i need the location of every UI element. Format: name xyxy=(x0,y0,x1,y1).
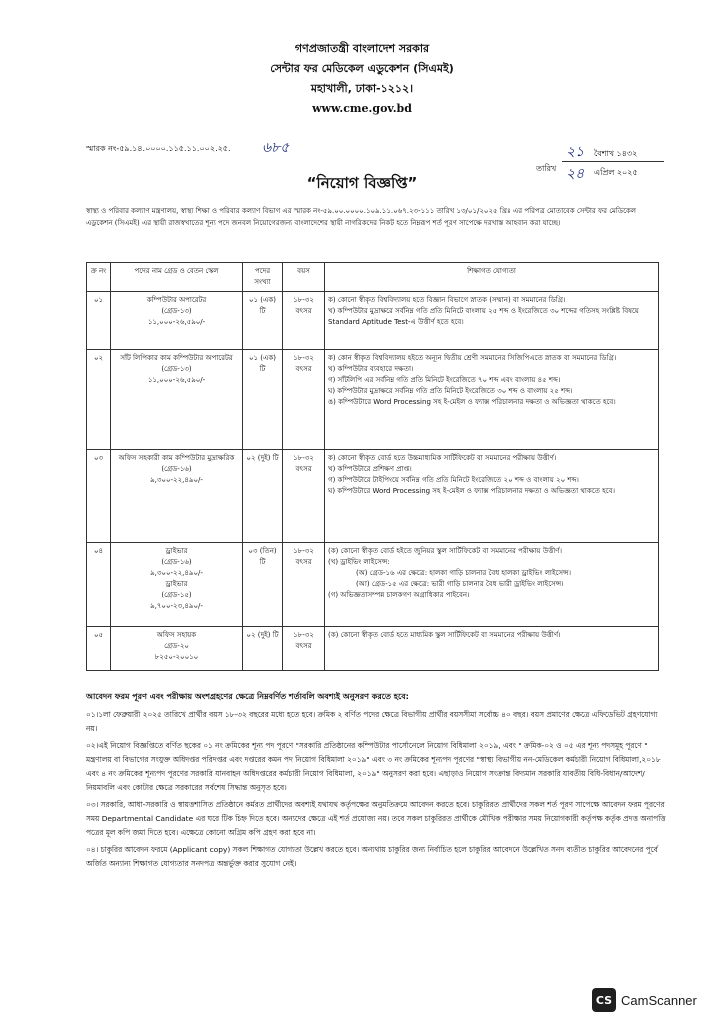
row-count: ০৩ (তিন) টি xyxy=(243,543,283,627)
table-row xyxy=(87,292,659,350)
date-english: এপ্রিল ২০২৫ xyxy=(594,168,638,177)
col-post: পদের নাম গ্রেড ও বেতন স্কেল xyxy=(111,263,243,292)
row-count: ০২ (দুই) টি xyxy=(243,627,283,671)
gov-title: গণপ্রজাতন্ত্রী বাংলাদেশ সরকার xyxy=(294,42,430,55)
post-grade: (গ্রেড-১৩) xyxy=(161,307,192,315)
row-count: ০১ (এক) টি xyxy=(243,292,283,350)
intro-paragraph: স্বাস্থ্য ও পরিবার কল্যাণ মন্ত্রণালয়, স্বাস্থ্য শিক্ষা ও পরিবার কল্যাণ বিভাগ এর স্মারক নং-৫৯.০০.০০০০.১০৯.১১.০৬৭.২৩-১১১ তারিখ ১৩/০১/২০২৫ খ্রিঃ এর পরিপত্র মোতাবেক সেন্টার ফর মেডিকেল এডুকেশন (সিএমই) এর স্থায়ী রাজস্বখাতের শূন্য পদে জনবল নিয়োগেরজন্য বাংলাদেশের স্থায়ী নাগরিকদের নিকট হতে নিম্নরূপ শর্ত পূরণ সাপেক্ষে দরখাস্ত আহবান করা যাচ্ছে। xyxy=(86,207,637,227)
row-post xyxy=(111,450,243,543)
col-count: পদের সংখ্যা xyxy=(243,263,283,292)
table-row xyxy=(87,543,659,627)
post-scale: ৯,৩০০-২২,৪৯০/- xyxy=(150,569,203,577)
condition-item: ০২।এই নিয়োগ বিজ্ঞপ্তিতে বর্ণিত ছকের ০১ নং ক্রমিকের শূন্য পদ পূরণে "সরকারি প্রতিষ্ঠানের কম্পিউটার পার্সোনেলে নিয়োগ বিধিমালা ২০১৯, এবং " ক্রমিক-০২ ও ০৫ এর শূন্য পদসমূহ পূরণে " মন্ত্রণালয় বা বিভাগের সংযুক্ত অধিদপ্তর পরিদপ্তর এবং দপ্তরের কমন পদ নিয়োগ বিধিমালা ২০১৯" এবং ৩ নং ক্রমিকের শূন্যপদ পূরণের "স্বাস্থ্য বিভাগীয় নন-মেডিকেল কর্মচারী নিয়োগ বিধিমালা,২০১৮ এবং ৪ নং ক্রমিকের শূন্যপদ পূরণের সরকারি যানবাহন অধিদপ্তরের কর্মচারী নিয়োগ বিধিমালা, ২০১৯" অনুসরণ করা হবে। এছাড়াও নিয়োগ সংক্রান্ত বিদ্যমান সরকারি যাবতীয় বিধি-বিধান/আদেশ/নিয়মাবলি এবং কোটার ক্ষেত্রে সরকারের সর্বশেষ সিদ্ধান্ত অনুসৃত হবে। xyxy=(86,741,661,792)
row-count: ০২ (দুই) টি xyxy=(243,450,283,543)
org-address: মহাখালী, ঢাকা-১২১২। xyxy=(310,82,414,95)
post-scale-2: ৯,৭০০-২৩,৪৯০/- xyxy=(150,602,203,610)
row-post xyxy=(111,627,243,671)
row-age: ১৮-৩২ বৎসর xyxy=(283,543,325,627)
org-name: সেন্টার ফর মেডিকেল এডুকেশন (সিএমই) xyxy=(270,62,454,75)
row-post xyxy=(111,292,243,350)
qualification-item: খ) কম্পিউটার ব্যবহারে দক্ষতা। xyxy=(328,365,414,373)
application-conditions xyxy=(86,690,666,874)
org-website: www.cme.gov.bd xyxy=(312,102,412,115)
row-serial: ০১ xyxy=(87,292,111,350)
post-scale: ১১,০০০-২৬,৫৯০/- xyxy=(147,318,206,326)
qualification-item: ঘ) কম্পিউটার মুদ্রাক্ষরে সর্বনিম্ন গতি প্রতি মিনিটে ইংরেজিতে ৩০ শব্দ ও বাংলায় ২৫ শব্দ। xyxy=(328,387,573,395)
camscanner-watermark xyxy=(592,988,697,1012)
post-scale: ৮২৫০-২০০১০ xyxy=(154,653,199,661)
date-en-handwritten: ২৪ xyxy=(566,166,585,182)
row-count: ০১ (এক) টি xyxy=(243,350,283,450)
post-name: ড্রাইভার xyxy=(165,547,188,555)
memo-ref-handwritten: ৬৮৫ xyxy=(262,140,290,156)
post-grade: (গ্রেড-১৬) xyxy=(161,558,192,566)
row-post xyxy=(111,350,243,450)
post-name: অফিস সহায়ক xyxy=(156,631,197,639)
post-grade: (গ্রেড-১৩) xyxy=(161,365,192,373)
row-serial: ০৪ xyxy=(87,543,111,627)
qualification-item: ক) কোন স্বীকৃত বিশ্ববিদ্যালয় হইতে অন্যূন দ্বিতীয় শ্রেণী সমমানের সিজিপিএতে স্নাতক বা সমমানের ডিগ্রি। xyxy=(328,354,617,362)
row-qualifications xyxy=(325,627,659,671)
row-post xyxy=(111,543,243,627)
qualification-item: ঘ) কম্পিউটারে Word Processing সহ ই-মেইল ও ফ্যাক্স পরিচালনার দক্ষতা ও অভিজ্ঞতা থাকতে হবে। xyxy=(328,487,615,495)
qualification-item: খ) কম্পিউটারে প্রশিক্ষণ প্রাপ্ত। xyxy=(328,465,412,473)
memo-ref xyxy=(86,143,231,156)
row-serial: ০৫ xyxy=(87,627,111,671)
post-grade: (গ্রেড-১৬) xyxy=(161,465,192,473)
condition-item: ০১।১লা ফেব্রুয়ারী ২০২৫ তারিখে প্রার্থীর বয়স ১৮-৩২ বছরের মধ্যে হতে হবে। ক্রমিক ২ বর্ণিত পদের ক্ষেত্রে বিভাগীয় প্রার্থীর বয়সসীমা সর্বোচ্চ ৪০ বছর। বয়স প্রমাণের ক্ষেত্রে এফিডেভিট গ্রহণযোগ্য নয়। xyxy=(86,710,658,733)
col-age: বয়স xyxy=(283,263,325,292)
post-scale: ১১,০০০-২৬,৫৯০/- xyxy=(147,376,206,384)
post-name: সাঁট লিপিকার কাম কম্পিউটার অপারেটর xyxy=(120,354,233,362)
table-header-row xyxy=(87,263,659,292)
row-age: ১৮-৩২ বৎসর xyxy=(283,292,325,350)
row-qualifications xyxy=(325,292,659,350)
row-qualifications xyxy=(325,543,659,627)
row-age: ১৮-৩২ বৎসর xyxy=(283,350,325,450)
post-scale: ৯,৩০০-২২,৪৯০/- xyxy=(150,476,203,484)
date-label: তারিখ xyxy=(536,164,557,173)
post-name: অফিস সহকারী কাম কম্পিউটার মুদ্রাক্ষরিক xyxy=(118,454,235,462)
table-row xyxy=(87,627,659,671)
qualification-item: (খ) ড্রাইভিং লাইসেন্স: xyxy=(328,558,390,566)
post-name: কম্পিউটার অপারেটর xyxy=(146,296,207,304)
qualification-item: ঙ) কম্পিউটারে Word Processing সহ ই-মেইল ও ফ্যাক্স পরিচালনার দক্ষতা ও অভিজ্ঞতা থাকতে হবে। xyxy=(328,398,616,406)
col-qualification: শিক্ষাগত যোগ্যতা xyxy=(325,263,659,292)
table-row xyxy=(87,350,659,450)
qualification-item: (ক) কোনো স্বীকৃত বোর্ড হইতে জুনিয়র স্কুল সার্টিফিকেট বা সমমানের পরীক্ষায় উত্তীর্ণ। xyxy=(328,547,562,555)
row-serial: ০৩ xyxy=(87,450,111,543)
post-name-2: ড্রাইভার xyxy=(165,580,188,588)
table-row xyxy=(87,450,659,543)
qualification-item: (গ) অভিজ্ঞতাসম্পন্ন চালকগণ অগ্রাধিকার পাইবেন। xyxy=(328,591,470,599)
camscanner-label: CamScanner xyxy=(621,992,697,1008)
qualification-item: খ) কম্পিউটার মুদ্রাক্ষরে সর্বনিম্ন গতি প্রতি মিনিটে বাংলায় ২৫ শব্দ ও ইংরেজিতে ৩০ শব্দের গতিসহ সংশ্লিষ্ট বিষয়ে Standard Aptitude Test-এ উত্তীর্ণ হতে হবে। xyxy=(328,307,639,326)
date-bn-handwritten: ২১ xyxy=(566,144,585,160)
date-bengali: বৈশাখ ১৪৩২ xyxy=(594,149,638,158)
condition-item: ০৪। চাকুরির আবেদন ফরমে (Applicant copy) সকল শিক্ষাগত যোগ্যতা উল্লেখ করতে হবে। অন্যথায় চাকুরির জন্য নির্বাচিত হলে চাকুরির আবেদনে উল্লেখিত সনদ ব্যতীত চাকুরির আবেদনের পূর্বে অর্জিত অন্যান্য শিক্ষাগত যোগ্যতার সনদপত্র অন্তর্ভুক্ত করার সুযোগ নেই। xyxy=(86,845,658,868)
qualification-item: ক) কোনো স্বীকৃত বোর্ড হতে উচ্চমাধ্যমিক সার্টিফিকেট বা সমমানের পরীক্ষায় উত্তীর্ণ। xyxy=(328,454,557,462)
qualification-subitem: (আ) গ্রেড-১৫ এর ক্ষেত্রে: ভারী গাড়ি চালনার বৈধ ভারী ড্রাইভিং লাইসেন্স। xyxy=(356,580,564,588)
conditions-heading: আবেদন ফরম পূরণ এবং পরীক্ষায় অংশগ্রহণের ক্ষেত্রে নিম্নবর্ণিত শর্তাবলি অবশ্যই অনুসরণ করতে হবে: xyxy=(86,692,409,701)
notice-title: “নিয়োগ বিজ্ঞপ্তি” xyxy=(306,174,418,192)
memo-ref-number: স্মারক নং-৫৯.১৪.০০০০.১১৫.১১.০০২.২৫. xyxy=(86,144,231,153)
row-age: ১৮-৩২ বৎসর xyxy=(283,450,325,543)
qualification-subitem: (অ) গ্রেড-১৬ এর ক্ষেত্রে: হালকা গাড়ি চালনার বৈধ হালকা ড্রাইভিং লাইসেন্স। xyxy=(356,569,572,577)
condition-item: ০৩। সরকারি, আধা-সরকারি ও স্বায়ত্তশাসিত প্রতিষ্ঠানে কর্মরত প্রার্থীদের অবশ্যই যথাযথ কর্তৃপক্ষের অনুমতিক্রমে আবেদন করতে হবে। চাকুরিরত প্রার্থীদের সকল শর্ত পূরণ সাপেক্ষে আবেদন ফরম পূরণের সময় Departmental Candidate এর ঘরে টিক চিহ্ন দিতে হবে। অন্যদের ক্ষেত্রে এই শর্ত প্রযোজ্য নয়। তবে সকল চাকুরিরত প্রার্থীকে মৌখিক পরীক্ষার সময় নিয়োগকারী কর্তৃপক্ষ কর্তৃক প্রদত্ত অনাপত্তি পত্রের মূল কপি জমা দিতে হবে। এক্ষেত্রে কোনো অগ্রিম কপি গ্রহণ করা হবে না। xyxy=(86,800,666,837)
row-serial: ০২ xyxy=(87,350,111,450)
camscanner-logo-icon: CS xyxy=(592,988,616,1012)
row-qualifications xyxy=(325,350,659,450)
post-grade: গ্রেড-২০ xyxy=(164,642,189,650)
vacancy-table xyxy=(86,262,659,671)
row-age: ১৮-৩২ বৎসর xyxy=(283,627,325,671)
qualification-item: ক) কোনো স্বীকৃত বিশ্ববিদ্যালয় হতে বিজ্ঞান বিভাগে স্নাতক (সম্মান) বা সমমানের ডিগ্রি। xyxy=(328,296,566,304)
col-serial: ক্র নং xyxy=(87,263,111,292)
row-qualifications xyxy=(325,450,659,543)
qualification-item: গ) কম্পিউটারে টাইপিংয়ে সর্বনিম্ন গতি প্রতি মিনিটে ইংরেজিতে ২০ শব্দ ও বাংলায় ২০ শব্দ। xyxy=(328,476,579,484)
qualification-item: (ক) কোনো স্বীকৃত বোর্ড হতে মাধ্যমিক স্কুল সার্টিফিকেট বা সমমানের পরীক্ষায় উত্তীর্ণ। xyxy=(328,631,561,639)
qualification-item: গ) সাঁটলিপি এর সর্বনিম্ন গতি প্রতি মিনিটে ইংরেজিতে ৭০ শব্দ এবং বাংলায় ৪৫ শব্দ। xyxy=(328,376,561,384)
post-grade-2: (গ্রেড-১৫) xyxy=(161,591,192,599)
